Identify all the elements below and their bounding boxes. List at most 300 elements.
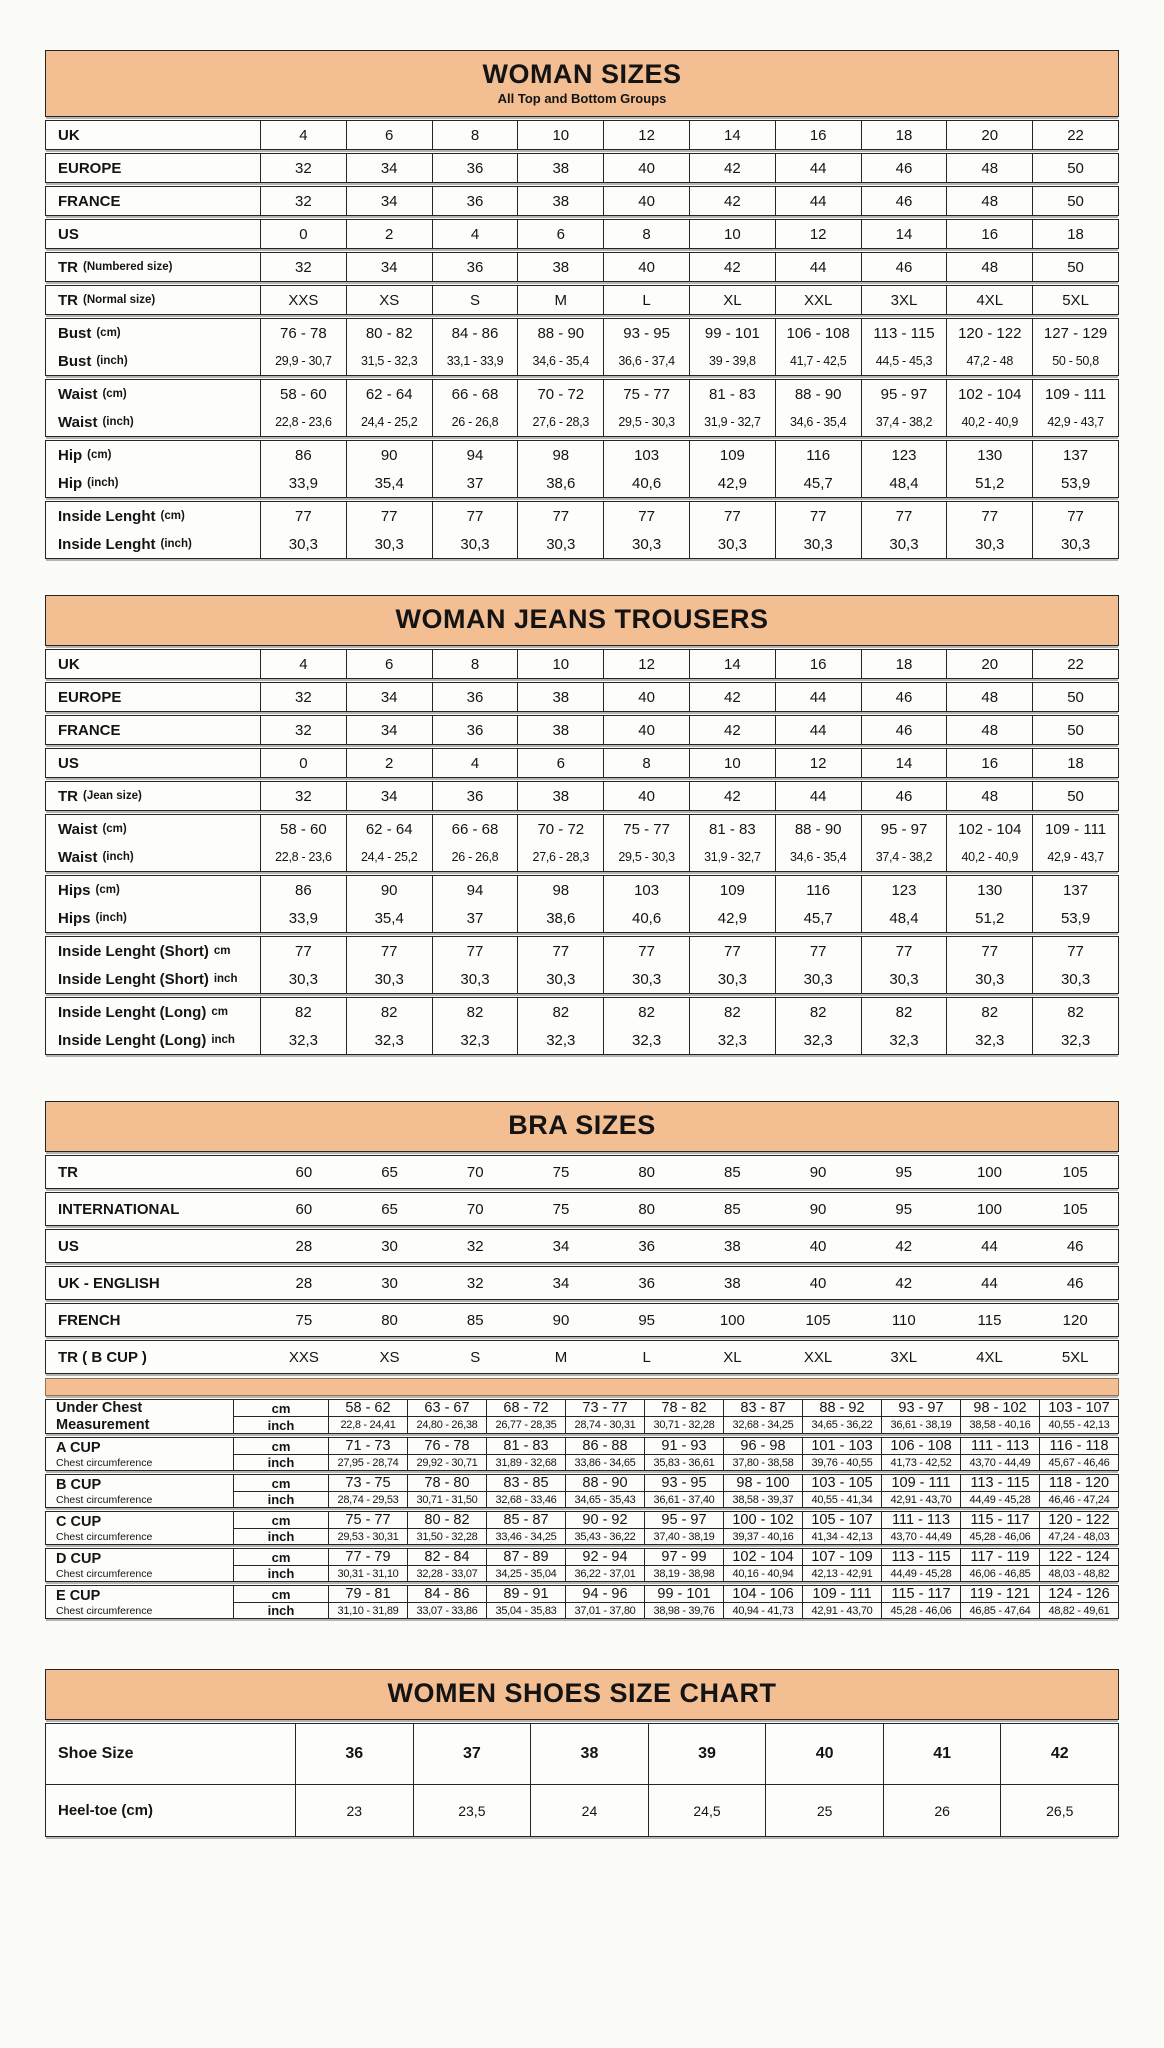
size-value: 100 — [719, 1311, 745, 1329]
size-value: 123 — [861, 441, 947, 469]
size-value: 115 - 117 — [881, 1586, 960, 1602]
size-value: 36,61 - 37,40 — [644, 1492, 723, 1507]
size-value: 30,3 — [346, 530, 432, 558]
size-value: 30,71 - 31,50 — [407, 1492, 486, 1507]
size-value: 4XL — [946, 286, 1032, 314]
bra-sizes-table — [45, 1101, 1119, 1619]
table-row — [46, 749, 1118, 777]
row-label-text: Inside Lenght — [58, 507, 156, 525]
table-row — [46, 1193, 1118, 1225]
table-row — [46, 220, 1118, 248]
size-value: 82 — [432, 998, 518, 1026]
size-value: 77 — [775, 502, 861, 530]
size-value: 73 - 77 — [565, 1400, 644, 1416]
table-row — [46, 1304, 1118, 1336]
size-value: 40,55 - 41,34 — [802, 1492, 881, 1507]
size-value: 111 - 113 — [960, 1438, 1039, 1454]
size-value: 80 - 82 — [346, 319, 432, 347]
size-value: 90 - 92 — [565, 1512, 644, 1528]
size-value: 34,6 - 35,4 — [775, 843, 861, 871]
table-row — [46, 187, 1118, 215]
size-value: 35,4 — [346, 469, 432, 497]
row-group — [45, 1266, 1119, 1300]
cup-label-text: C CUP — [56, 1513, 102, 1530]
unit-label: cm — [271, 1475, 291, 1491]
size-value: 36 — [638, 1274, 655, 1292]
size-value: 38 — [517, 187, 603, 215]
size-value: 22,8 - 23,6 — [275, 850, 332, 864]
table-row — [46, 1267, 1118, 1299]
cup-row-group — [45, 1511, 1119, 1545]
size-value: 29,53 - 30,31 — [328, 1529, 407, 1544]
row-group — [45, 875, 1119, 933]
size-value: 34 — [346, 716, 432, 744]
size-value: 32 — [295, 721, 312, 739]
size-value: 109 — [689, 876, 775, 904]
row-group — [45, 814, 1119, 872]
table-row — [234, 1416, 1118, 1433]
size-value: 6 — [517, 220, 603, 248]
size-value: 27,6 - 28,3 — [517, 843, 603, 871]
woman-sizes-table — [45, 50, 1119, 559]
size-value: 32,3 — [517, 1026, 603, 1054]
size-value: 94 — [432, 441, 518, 469]
size-value: 37,40 - 38,19 — [644, 1529, 723, 1544]
size-value: 16 — [946, 220, 1032, 248]
size-value: 38 — [517, 154, 603, 182]
size-value: 98 - 102 — [960, 1400, 1039, 1416]
size-value: 86 - 88 — [565, 1438, 644, 1454]
row-label-text: TR — [58, 1163, 78, 1181]
size-value: 42,9 - 43,7 — [1032, 408, 1118, 436]
size-value: 96 - 98 — [723, 1438, 802, 1454]
size-value: 98 — [517, 441, 603, 469]
row-group — [45, 715, 1119, 745]
size-value: 40 — [603, 716, 689, 744]
cup-label-subtext: Chest circumference — [56, 1531, 153, 1544]
size-value: 10 — [689, 749, 775, 777]
woman-jeans-table — [45, 595, 1119, 1055]
size-value: 38 — [517, 782, 603, 810]
size-value: 12 — [775, 220, 861, 248]
size-value: 77 — [432, 937, 518, 965]
size-value: 77 — [946, 937, 1032, 965]
size-value: 127 - 129 — [1032, 319, 1118, 347]
size-value: 47,24 - 48,03 — [1039, 1529, 1118, 1544]
size-value: 44 — [981, 1237, 998, 1255]
size-value: 40 — [603, 253, 689, 281]
size-value: 48,03 - 48,82 — [1039, 1566, 1118, 1581]
size-value: 35,43 - 36,22 — [565, 1529, 644, 1544]
size-value: 45,7 — [775, 469, 861, 497]
size-value: 32 — [295, 258, 312, 276]
row-label — [46, 380, 261, 408]
size-value: 32,3 — [603, 1026, 689, 1054]
size-value: 93 - 95 — [603, 319, 689, 347]
size-value: 53,9 — [1032, 904, 1118, 932]
size-value: 33,9 — [288, 909, 318, 927]
size-value: 46 — [861, 782, 947, 810]
size-value: 77 — [861, 502, 947, 530]
size-value: 42,9 — [689, 469, 775, 497]
size-value: 8 — [603, 220, 689, 248]
size-value: 86 — [295, 446, 312, 464]
size-value: 77 — [295, 507, 312, 525]
size-value: 109 - 111 — [1032, 380, 1118, 408]
size-value: 88 - 92 — [802, 1400, 881, 1416]
size-value: 82 — [603, 998, 689, 1026]
size-value: 77 — [517, 937, 603, 965]
cup-label-subtext: Chest circumference — [56, 1568, 153, 1581]
size-value: 36,22 - 37,01 — [565, 1566, 644, 1581]
size-value: XL — [689, 286, 775, 314]
size-value: 4XL — [976, 1348, 1003, 1366]
row-label — [46, 650, 261, 678]
size-value: 40,94 - 41,73 — [723, 1603, 802, 1618]
size-value: 32,3 — [346, 1026, 432, 1054]
size-value: 0 — [299, 225, 308, 243]
cup-row-group — [45, 1399, 1119, 1434]
size-value: 80 — [381, 1311, 398, 1329]
table-row — [46, 380, 1118, 408]
size-value: XXL — [803, 1348, 833, 1366]
table-row — [234, 1491, 1118, 1507]
size-value: 99 - 101 — [689, 319, 775, 347]
size-value: 10 — [689, 220, 775, 248]
size-value: 45,67 - 46,46 — [1039, 1455, 1118, 1470]
size-value: 3XL — [890, 1348, 918, 1366]
size-value: 32,68 - 33,46 — [486, 1492, 565, 1507]
size-value: 51,2 — [946, 904, 1032, 932]
size-value: 39,76 - 40,55 — [802, 1455, 881, 1470]
size-value: 22 — [1032, 121, 1118, 149]
size-value: 32 — [295, 787, 312, 805]
size-value: 32 — [466, 1274, 484, 1292]
size-value: 113 - 115 — [861, 319, 947, 347]
size-value: 46 — [861, 716, 947, 744]
size-value: 31,9 - 32,7 — [689, 408, 775, 436]
table-row — [234, 1602, 1118, 1618]
size-value: 18 — [1032, 749, 1118, 777]
size-value: 82 — [517, 998, 603, 1026]
row-label-unit: (cm) — [160, 510, 185, 522]
row-label-text: US — [58, 754, 79, 772]
size-value: 82 — [1032, 998, 1118, 1026]
size-value: 18 — [861, 121, 947, 149]
size-value: 100 - 102 — [723, 1512, 802, 1528]
row-label — [46, 187, 261, 215]
row-label-unit: (inch) — [102, 416, 134, 428]
row-label-unit: cm — [211, 1006, 228, 1018]
woman-sizes-subtitle: All Top and Bottom Groups — [497, 91, 667, 106]
row-label-text: FRANCE — [58, 192, 121, 210]
size-value: 88 - 90 — [775, 815, 861, 843]
size-value: 34 — [552, 1274, 570, 1292]
size-value: XXS — [288, 1348, 319, 1366]
size-value: 77 — [775, 937, 861, 965]
row-label — [46, 253, 261, 281]
size-value: 30,3 — [1032, 530, 1118, 558]
size-value: 102 - 104 — [946, 815, 1032, 843]
size-value: 30,3 — [432, 530, 518, 558]
row-label — [46, 965, 261, 993]
size-value: 38 — [517, 253, 603, 281]
size-value: 58 - 62 — [328, 1400, 407, 1416]
row-group — [45, 252, 1119, 282]
size-value: 4 — [299, 655, 308, 673]
size-value: 62 - 64 — [346, 815, 432, 843]
row-label — [46, 154, 261, 182]
size-value: 42,9 - 43,7 — [1032, 843, 1118, 871]
row-label-unit: (cm) — [87, 449, 112, 461]
size-value: 106 - 108 — [881, 1438, 960, 1454]
size-value: 95 - 97 — [644, 1512, 723, 1528]
size-value: 37 — [432, 904, 518, 932]
size-value: 115 — [977, 1311, 1002, 1329]
size-value: 118 - 120 — [1039, 1475, 1118, 1491]
size-value: 80 - 82 — [407, 1512, 486, 1528]
size-value: 77 — [603, 502, 689, 530]
cup-measurements — [234, 1512, 1118, 1544]
size-value: 32,3 — [432, 1026, 518, 1054]
row-label-unit: cm — [213, 945, 231, 957]
row-label — [46, 408, 261, 436]
size-value: 88 - 90 — [565, 1475, 644, 1491]
cup-measurements — [234, 1400, 1118, 1433]
row-label-text: Inside Lenght (Long) — [58, 1031, 207, 1049]
size-value: 137 — [1032, 876, 1118, 904]
row-label — [46, 220, 261, 248]
row-group — [45, 1303, 1119, 1337]
size-value: 22,8 - 24,41 — [328, 1417, 407, 1433]
table-row — [46, 843, 1118, 871]
size-value: 116 - 118 — [1039, 1438, 1118, 1454]
size-value: 42 — [895, 1274, 913, 1292]
size-value: 77 — [517, 502, 603, 530]
cup-label — [46, 1438, 234, 1470]
size-value: 42 — [689, 253, 775, 281]
size-value: 31,89 - 32,68 — [486, 1455, 565, 1470]
size-value: 51,2 — [946, 469, 1032, 497]
size-value: 0 — [299, 754, 308, 772]
size-value: 102 - 104 — [723, 1549, 802, 1565]
row-label-text: US — [58, 225, 79, 243]
size-value: 18 — [861, 650, 947, 678]
size-value: 31,10 - 31,89 — [328, 1603, 407, 1618]
size-value: 28 — [295, 1274, 313, 1292]
size-value: 97 - 99 — [644, 1549, 723, 1565]
row-group — [45, 379, 1119, 437]
cup-row-group — [45, 1585, 1119, 1619]
size-value: 48 — [946, 683, 1032, 711]
size-value: 30,3 — [1032, 965, 1118, 993]
size-value: 100 — [976, 1163, 1002, 1181]
shoes-header — [45, 1669, 1119, 1720]
row-label — [46, 716, 261, 744]
row-group — [45, 440, 1119, 498]
size-value: 90 — [346, 441, 432, 469]
size-value: 50 - 50,8 — [1032, 347, 1118, 375]
size-value: 77 — [295, 942, 312, 960]
table-row — [46, 121, 1118, 149]
size-value: 23,5 — [413, 1785, 531, 1836]
row-label-unit: inch — [213, 973, 238, 985]
size-value: 8 — [603, 749, 689, 777]
size-value: 30,3 — [946, 530, 1032, 558]
cup-label — [46, 1586, 234, 1618]
row-label-text: Hips — [58, 881, 91, 899]
table-row — [46, 154, 1118, 182]
size-value: 46 — [1066, 1274, 1084, 1292]
size-value: 34,65 - 36,22 — [802, 1417, 881, 1433]
size-value: S — [432, 286, 518, 314]
row-label — [46, 998, 261, 1026]
size-value: 5XL — [1061, 1348, 1089, 1366]
size-value: 38,19 - 38,98 — [644, 1566, 723, 1581]
size-value: 24,80 - 26,38 — [407, 1417, 486, 1433]
size-value: M — [517, 286, 603, 314]
size-value: 30,3 — [861, 965, 947, 993]
size-value: 20 — [946, 121, 1032, 149]
size-value: 24 — [530, 1785, 648, 1836]
size-value: 20 — [946, 650, 1032, 678]
cup-label — [46, 1475, 234, 1507]
size-value: 38 — [517, 683, 603, 711]
table-row — [46, 530, 1118, 558]
row-label — [46, 502, 261, 530]
cup-label — [46, 1549, 234, 1581]
size-value: 38 — [530, 1724, 648, 1784]
size-value: 35,04 - 35,83 — [486, 1603, 565, 1618]
size-value: 39 - 39,8 — [689, 347, 775, 375]
size-value: 77 — [603, 937, 689, 965]
size-value: 41 — [883, 1724, 1001, 1784]
size-value: 111 - 113 — [881, 1512, 960, 1528]
size-value: 42 — [1000, 1724, 1118, 1784]
size-value: 16 — [775, 121, 861, 149]
row-label-text: Bust — [58, 324, 92, 342]
size-value: 79 - 81 — [328, 1586, 407, 1602]
size-value: 42,13 - 42,91 — [802, 1566, 881, 1581]
size-value: 99 - 101 — [644, 1586, 723, 1602]
size-value: 40 — [603, 187, 689, 215]
size-value: 60 — [295, 1163, 313, 1181]
row-label-text: Hip — [58, 446, 83, 464]
size-value: 93 - 97 — [881, 1400, 960, 1416]
table-row — [46, 782, 1118, 810]
size-value: 35,83 - 36,61 — [644, 1455, 723, 1470]
row-label-text: Waist — [58, 385, 98, 403]
size-value: 14 — [689, 121, 775, 149]
size-value: 32,68 - 34,25 — [723, 1417, 802, 1433]
shoes-rows — [45, 1723, 1119, 1837]
size-value: 60 — [295, 1200, 313, 1218]
size-value: 4 — [432, 749, 518, 777]
row-label-text: EUROPE — [58, 159, 122, 177]
size-value: 122 - 124 — [1039, 1549, 1118, 1565]
unit-label: cm — [271, 1549, 291, 1565]
row-group — [45, 649, 1119, 679]
table-row — [234, 1400, 1118, 1416]
size-value: 43,70 - 44,49 — [881, 1529, 960, 1544]
size-value: 77 — [1032, 502, 1118, 530]
size-value: 32 — [466, 1237, 484, 1255]
size-value: 4 — [299, 126, 308, 144]
size-value: 37,4 - 38,2 — [861, 843, 947, 871]
cup-label-text: Measurement — [56, 1416, 150, 1433]
size-value: M — [554, 1348, 568, 1366]
size-value: 48,4 — [861, 469, 947, 497]
row-label-text: FRANCE — [58, 721, 121, 739]
size-value: 36 — [432, 683, 518, 711]
size-value: XXL — [775, 286, 861, 314]
cup-label — [46, 1400, 234, 1433]
size-value: 16 — [775, 650, 861, 678]
row-label — [46, 319, 261, 347]
size-value: 44 — [981, 1274, 998, 1292]
row-label-text: US — [58, 1237, 79, 1255]
size-value: 83 - 87 — [723, 1400, 802, 1416]
size-value: 34,25 - 35,04 — [486, 1566, 565, 1581]
size-value: 82 — [689, 998, 775, 1026]
size-value: 104 - 106 — [723, 1586, 802, 1602]
row-group — [45, 781, 1119, 811]
size-value: 85 — [466, 1311, 484, 1329]
cup-label-subtext: Chest circumference — [56, 1457, 153, 1470]
size-value: 48 — [946, 716, 1032, 744]
size-value: 40,16 - 40,94 — [723, 1566, 802, 1581]
size-value: 77 - 79 — [328, 1549, 407, 1565]
row-label-text: Hip — [58, 474, 83, 492]
cup-measurements — [234, 1586, 1118, 1618]
size-value: 34 — [346, 253, 432, 281]
table-row — [46, 502, 1118, 530]
size-value: 32 — [295, 192, 312, 210]
size-value: 29,5 - 30,3 — [603, 408, 689, 436]
size-value: 41,73 - 42,52 — [881, 1455, 960, 1470]
size-value: 10 — [517, 121, 603, 149]
table-row — [46, 253, 1118, 281]
size-value: 24,5 — [648, 1785, 766, 1836]
size-value: 103 - 107 — [1039, 1400, 1118, 1416]
size-value: 33,1 - 33,9 — [432, 347, 518, 375]
size-value: 84 - 86 — [432, 319, 518, 347]
size-value: 100 — [976, 1200, 1002, 1218]
cup-row-group — [45, 1548, 1119, 1582]
size-value: 34 — [346, 187, 432, 215]
size-value: 70 — [466, 1163, 484, 1181]
row-label-unit: (Jean size) — [83, 790, 142, 802]
bra-cup-rows — [45, 1399, 1119, 1619]
size-value: 28 — [295, 1237, 313, 1255]
size-value: XL — [723, 1348, 742, 1366]
table-row — [46, 319, 1118, 347]
size-value: 90 — [346, 876, 432, 904]
row-label-text: Inside Lenght (Short) — [58, 970, 209, 988]
cup-label-text: B CUP — [56, 1476, 102, 1493]
row-label — [46, 1785, 296, 1836]
row-group — [45, 219, 1119, 249]
size-value: 84 - 86 — [407, 1586, 486, 1602]
size-value: 86 — [295, 881, 312, 899]
size-value: 32,3 — [861, 1026, 947, 1054]
row-label-text: Shoe Size — [58, 1745, 134, 1763]
unit-label: cm — [271, 1400, 291, 1416]
woman-sizes-rows — [45, 120, 1119, 559]
row-label — [46, 441, 261, 469]
table-row — [46, 1230, 1118, 1262]
size-value: 78 - 82 — [644, 1400, 723, 1416]
